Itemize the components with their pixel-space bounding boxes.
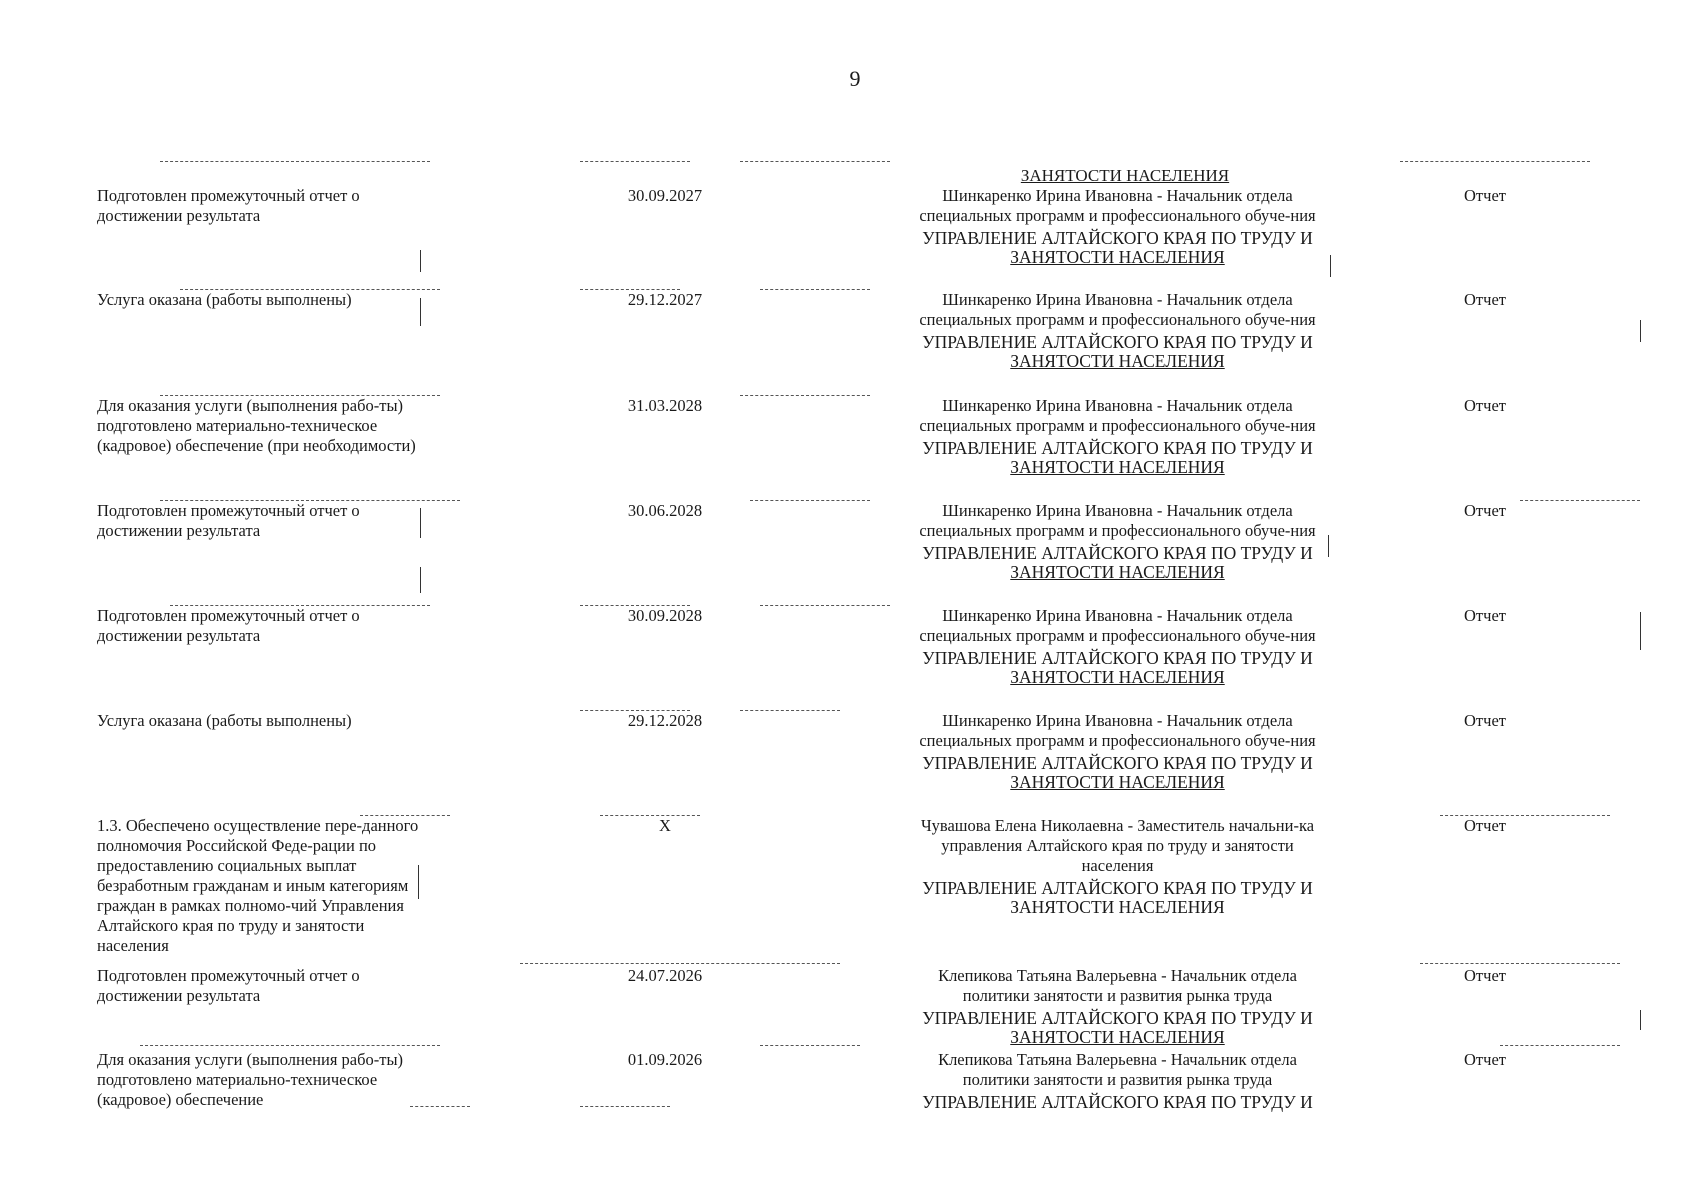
- scan-dash: [580, 1106, 670, 1107]
- department: УПРАВЛЕНИЕ АЛТАЙСКОГО КРАЯ ПО ТРУДУ И ЗАНЯТОСТИ НАСЕЛЕНИЯ: [922, 648, 1313, 687]
- responsible-person: Клепикова Татьяна Валерьевна - Начальник отдела политики занятости и развития рынка труда: [938, 1050, 1297, 1089]
- scan-dash: [520, 963, 840, 964]
- scan-dash: [410, 1106, 470, 1107]
- department: УПРАВЛЕНИЕ АЛТАЙСКОГО КРАЯ ПО ТРУДУ И ЗАНЯТОСТИ НАСЕЛЕНИЯ: [922, 753, 1313, 792]
- scan-dash: [750, 500, 870, 501]
- responsible-cell: [905, 966, 1330, 1047]
- document-cell: Отчет: [1464, 816, 1506, 835]
- scan-dash: [1400, 161, 1590, 162]
- scan-dash: [170, 605, 430, 606]
- scan-dash: [1440, 815, 1610, 816]
- carryover-department: ЗАНЯТОСТИ НАСЕЛЕНИЯ: [1020, 166, 1230, 185]
- document-cell: Отчет: [1464, 966, 1506, 985]
- date-cell: 01.09.2026: [627, 1050, 703, 1069]
- department: УПРАВЛЕНИЕ АЛТАЙСКОГО КРАЯ ПО ТРУДУ И ЗАНЯТОСТИ НАСЕЛЕНИЯ: [922, 1008, 1313, 1047]
- document-cell: Отчет: [1464, 501, 1506, 520]
- scan-mark: [1640, 612, 1641, 650]
- responsible-person: Шинкаренко Ирина Ивановна - Начальник отдела специальных программ и профессионального обуче-ния: [919, 501, 1316, 540]
- scan-dash: [580, 161, 690, 162]
- page-number: 9: [849, 66, 861, 91]
- document-cell: Отчет: [1464, 186, 1506, 205]
- scan-dash: [580, 710, 690, 711]
- task-cell: Подготовлен промежуточный отчет о достижении результата: [97, 606, 360, 645]
- scan-mark: [1640, 1010, 1641, 1030]
- task-cell: 1.3. Обеспечено осуществление пере-данного полномочия Российской Феде-рации по предоставлению социальных выплат безработным гражданам и иным категориям граждан в рамках полномо-чий Управления Алтайского края по труду и занятости населения: [97, 816, 419, 955]
- responsible-cell: [905, 290, 1330, 371]
- task-cell: Для оказания услуги (выполнения рабо-ты) подготовлено материально-техническое (кадровое) обеспечение (при необходимости): [97, 396, 416, 455]
- document-cell: Отчет: [1464, 711, 1506, 730]
- responsible-person: Шинкаренко Ирина Ивановна - Начальник отдела специальных программ и профессионального обуче-ния: [919, 606, 1316, 645]
- scan-mark: [1328, 535, 1329, 557]
- scan-dash: [740, 161, 890, 162]
- task-cell: Подготовлен промежуточный отчет о достижении результата: [97, 501, 360, 540]
- responsible-cell: [905, 606, 1330, 687]
- scan-dash: [160, 161, 430, 162]
- scan-mark: [1330, 255, 1331, 277]
- scan-dash: [600, 815, 700, 816]
- department: УПРАВЛЕНИЕ АЛТАЙСКОГО КРАЯ ПО ТРУДУ И ЗАНЯТОСТИ НАСЕЛЕНИЯ: [922, 332, 1313, 371]
- responsible-cell: [905, 186, 1330, 267]
- responsible-person: Клепикова Татьяна Валерьевна - Начальник отдела политики занятости и развития рынка труда: [938, 966, 1297, 1005]
- scan-mark: [420, 250, 421, 272]
- date-cell: 31.03.2028: [627, 396, 703, 415]
- department: УПРАВЛЕНИЕ АЛТАЙСКОГО КРАЯ ПО ТРУДУ И ЗАНЯТОСТИ НАСЕЛЕНИЯ: [922, 878, 1313, 917]
- scan-dash: [740, 395, 870, 396]
- department: УПРАВЛЕНИЕ АЛТАЙСКОГО КРАЯ ПО ТРУДУ И: [922, 1092, 1313, 1112]
- task-cell: Подготовлен промежуточный отчет о достижении результата: [97, 966, 360, 1005]
- document-cell: Отчет: [1464, 1050, 1506, 1069]
- scan-mark: [420, 508, 421, 538]
- department: УПРАВЛЕНИЕ АЛТАЙСКОГО КРАЯ ПО ТРУДУ И ЗАНЯТОСТИ НАСЕЛЕНИЯ: [922, 228, 1313, 267]
- date-cell: X: [659, 816, 671, 835]
- scan-dash: [160, 500, 460, 501]
- scan-dash: [760, 289, 870, 290]
- scan-dash: [580, 605, 690, 606]
- responsible-cell: [905, 396, 1330, 477]
- scan-dash: [760, 1045, 860, 1046]
- scan-dash: [760, 605, 890, 606]
- scan-dash: [360, 815, 450, 816]
- date-cell: 30.09.2027: [627, 186, 703, 205]
- document-cell: Отчет: [1464, 396, 1506, 415]
- scan-dash: [140, 1045, 440, 1046]
- document-cell: Отчет: [1464, 606, 1506, 625]
- responsible-person: Шинкаренко Ирина Ивановна - Начальник отдела специальных программ и профессионального обуче-ния: [919, 711, 1316, 750]
- task-cell: Услуга оказана (работы выполнены): [97, 711, 352, 730]
- scan-mark: [420, 567, 421, 593]
- scan-dash: [1420, 963, 1620, 964]
- scan-dash: [740, 710, 840, 711]
- scan-dash: [180, 289, 440, 290]
- responsible-person: Шинкаренко Ирина Ивановна - Начальник отдела специальных программ и профессионального обуче-ния: [919, 186, 1316, 225]
- date-cell: 30.06.2028: [627, 501, 703, 520]
- scan-mark: [418, 865, 419, 899]
- scan-mark: [1640, 320, 1641, 342]
- scan-dash: [580, 289, 680, 290]
- document-cell: Отчет: [1464, 290, 1506, 309]
- task-cell: Услуга оказана (работы выполнены): [97, 290, 352, 309]
- date-cell: 30.09.2028: [627, 606, 703, 625]
- responsible-cell: [905, 711, 1330, 792]
- task-cell: Подготовлен промежуточный отчет о достижении результата: [97, 186, 360, 225]
- scan-dash: [1520, 500, 1640, 501]
- responsible-cell: [905, 501, 1330, 582]
- scan-mark: [420, 298, 421, 326]
- responsible-person: Чувашова Елена Николаевна - Заместитель начальни-ка управления Алтайского края по труду и занятости населения: [920, 816, 1315, 875]
- department: УПРАВЛЕНИЕ АЛТАЙСКОГО КРАЯ ПО ТРУДУ И ЗАНЯТОСТИ НАСЕЛЕНИЯ: [922, 438, 1313, 477]
- date-cell: 24.07.2026: [627, 966, 703, 985]
- task-cell: Для оказания услуги (выполнения рабо-ты) подготовлено материально-техническое (кадровое) обеспечение: [97, 1050, 404, 1109]
- scan-dash: [160, 395, 440, 396]
- date-cell: 29.12.2027: [627, 290, 703, 309]
- responsible-person: Шинкаренко Ирина Ивановна - Начальник отдела специальных программ и профессионального обуче-ния: [919, 290, 1316, 329]
- responsible-cell: [905, 1050, 1330, 1112]
- date-cell: 29.12.2028: [627, 711, 703, 730]
- responsible-cell: [905, 816, 1330, 917]
- responsible-person: Шинкаренко Ирина Ивановна - Начальник отдела специальных программ и профессионального обуче-ния: [919, 396, 1316, 435]
- department: УПРАВЛЕНИЕ АЛТАЙСКОГО КРАЯ ПО ТРУДУ И ЗАНЯТОСТИ НАСЕЛЕНИЯ: [922, 543, 1313, 582]
- scan-dash: [1500, 1045, 1620, 1046]
